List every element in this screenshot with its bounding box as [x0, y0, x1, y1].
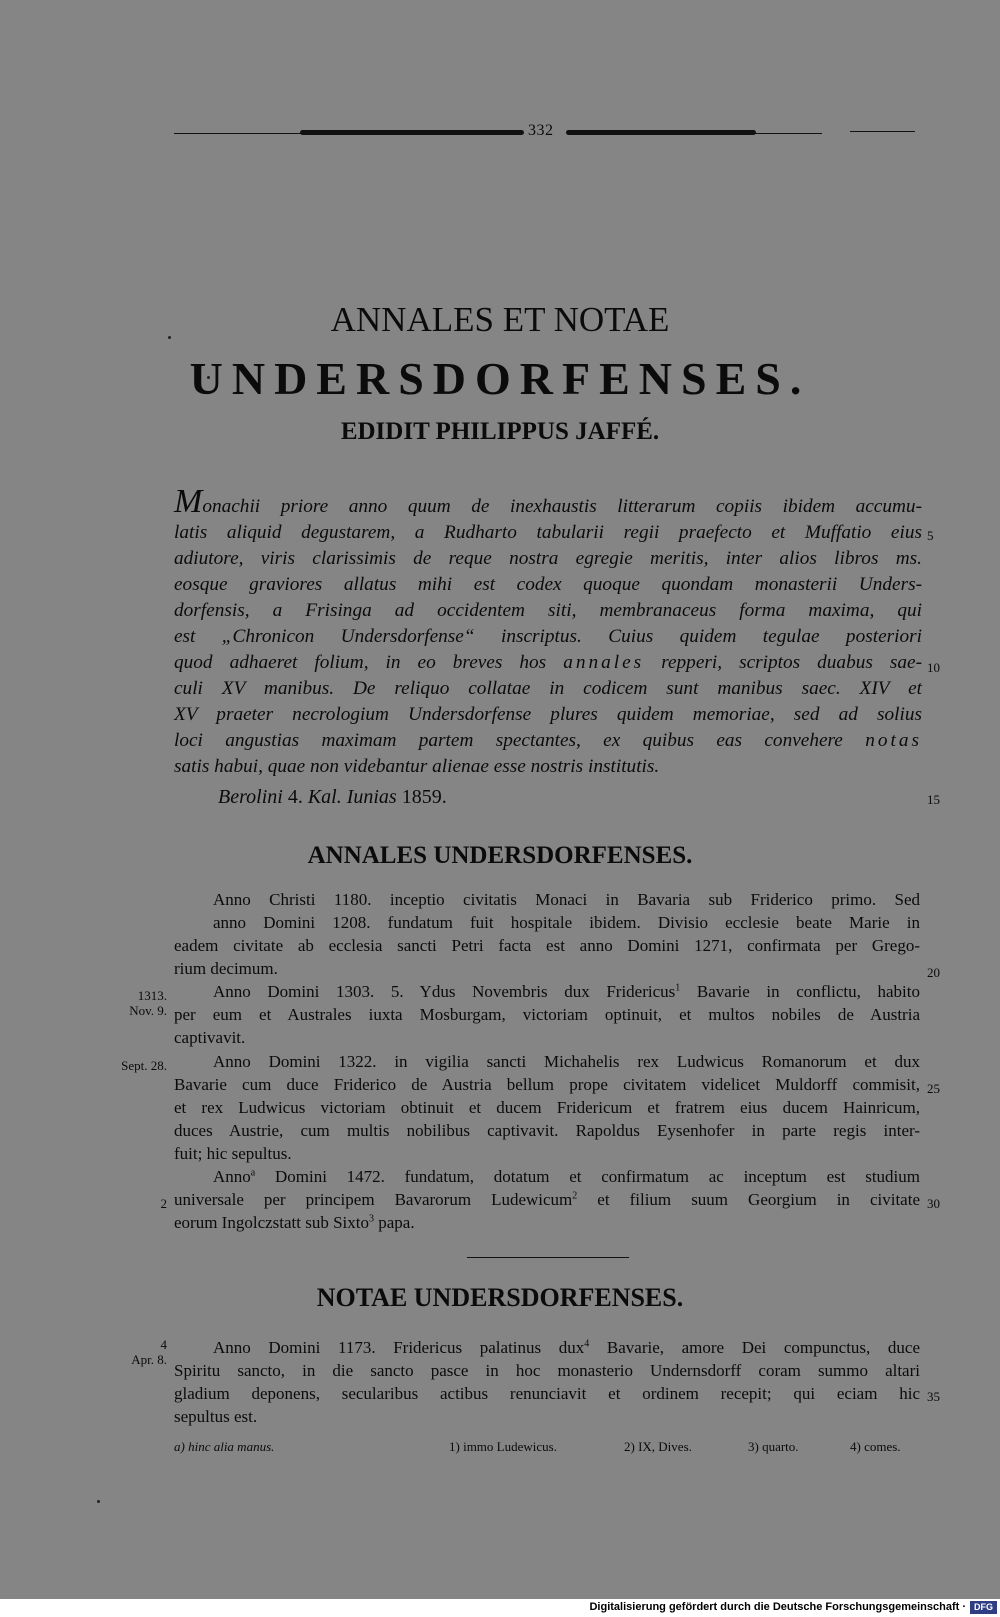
editor-line: EDIDIT PHILIPPUS JAFFÉ.: [340, 418, 660, 445]
annales-line: Anno Domini 1303. 5. Ydus Novembris dux Fridericus$^1$ Bavarie in conflictu, habito: [213, 982, 920, 1001]
preface-line: adiutore, viris clarissimis de reque nostra egregie meritis, inter alios libros ms.: [174, 548, 922, 569]
dfg-credit-text: Digitalisierung gefördert durch die Deutsche Forschungsgemeinschaft ·: [589, 1601, 966, 1613]
page-number: 332: [528, 122, 554, 139]
notae-line: gladium deponens, secularibus actibus renunciavit et ordinem recepit; qui eciam hic: [174, 1384, 920, 1403]
margin-note: 4 Apr. 8.: [131, 1337, 167, 1367]
line-number: 35: [927, 1389, 940, 1404]
annales-line: Anno Christi 1180. inceptio civitatis Monaci in Bavaria sub Friderico primo. Sed: [213, 890, 920, 909]
dfg-logo: DFG: [970, 1601, 997, 1614]
margin-note: Sept. 28.: [121, 1058, 167, 1073]
preface-line: culi XV manibus. De reliquo collatae in codicem sunt manibus saec. XIV et: [174, 678, 922, 699]
annales-line: captivavit.: [174, 1028, 246, 1047]
preface-line: quod adhaeret folium, in eo breves hos annales repperi, scriptos duabus sae-: [174, 652, 922, 673]
footnote: 4) comes.: [850, 1439, 901, 1454]
line-number: 20: [927, 965, 940, 980]
spaced-word: annales: [563, 652, 645, 673]
line-number: 25: [927, 1081, 940, 1096]
notae-line: Anno Domini 1173. Fridericus palatinus dux$^4$ Bavarie, amore Dei compunctus, duce: [213, 1338, 920, 1357]
annales-line: Anno Domini 1322. in vigilia sancti Michahelis rex Ludwicus Romanorum et dux: [213, 1052, 920, 1071]
preface-line: satis habui, quae non videbantur alienae esse nostris institutis.: [174, 756, 660, 777]
preface-line: Monachii priore anno quum de inexhaustis litterarum copiis ibidem accumu-: [174, 483, 922, 520]
annales-line: anno Domini 1208. fundatum fuit hospitale ibidem. Divisio ecclesie beate Marie in: [213, 913, 920, 932]
preface-initial: M: [174, 483, 203, 520]
preface-date: Berolini 4. Kal. Iunias 1859.: [218, 786, 447, 808]
notae-line: sepultus est.: [174, 1407, 258, 1426]
speck: [97, 1500, 100, 1503]
header-bar-left: [300, 130, 524, 135]
footnote: a) hinc alia manus.: [174, 1439, 275, 1454]
line-number: 30: [927, 1196, 940, 1211]
notae-line: Spiritu sancto, in die sancto pasce in hoc monasterio Undernsdorff coram summo altari: [174, 1361, 920, 1380]
annales-line: duces Austrie, cum multis nobilibus captivavit. Rapoldus Eysenhofer in parte regis inter-: [174, 1121, 920, 1140]
annales-line: Anno$^a$ Domini 1472. fundatum, dotatum et confirmatum ac inceptum est studium: [213, 1167, 920, 1186]
footnote: 1) immo Ludewicus.: [449, 1439, 557, 1454]
preface-line: dorfensis, a Frisinga ad occidentem siti, membranaceus forma maxima, qui: [174, 600, 922, 621]
dfg-footer: [0, 1599, 1000, 1617]
margin-note: 1313. Nov. 9.: [129, 988, 167, 1018]
annales-line: rium decimum.: [174, 959, 278, 978]
header-rule-right: [740, 133, 822, 134]
annales-line: Bavarie cum duce Friderico de Austria bellum prope civitatem videlicet Muldorff commisit,: [174, 1075, 920, 1094]
spaced-word: notas: [865, 730, 922, 751]
annales-line: per eum et Australes iuxta Mosburgam, victoriam optinuit, et multos nobiles de Austria: [174, 1005, 920, 1024]
footnote: 3) quarto.: [748, 1439, 799, 1454]
preface-line: eosque graviores allatus mihi est codex quoque quondam monasterii Unders-: [174, 574, 922, 595]
margin-note: 2: [160, 1196, 167, 1211]
annales-line: eadem civitate ab ecclesia sancti Petri facta est anno Domini 1271, confirmata per Grego-: [174, 936, 920, 955]
header-bar-right: [566, 130, 756, 135]
preface-line: loci angustias maximam partem spectantes, ex quibus eas convehere notas: [174, 730, 922, 751]
preface-line: latis aliquid degustarem, a Rudharto tabularii regii praefecto et Muffatio eius: [174, 522, 922, 543]
line-number: 15: [927, 792, 940, 807]
title-line-2: UNDERSDORFENSES.: [189, 353, 811, 404]
section-divider: [467, 1257, 629, 1258]
line-number: 5: [927, 528, 934, 543]
line-number: 10: [927, 660, 940, 675]
header-rule-far-right: [850, 131, 915, 132]
preface: [174, 483, 922, 780]
preface-line: XV praeter necrologium Undersdorfense plures quidem memoriae, sed ad solius: [174, 704, 922, 725]
footnote: 2) IX, Dives.: [624, 1439, 692, 1454]
preface-line: est „Chronicon Undersdorfense“ inscriptus. Cuius quidem tegulae posteriori: [174, 626, 922, 647]
title-line-1: ANNALES ET NOTAE: [330, 300, 670, 339]
annales-line: et rex Ludwicus victoriam obtinuit et ducem Fridericum et fratrem eius ducem Hainricum,: [174, 1098, 920, 1117]
annales-line: universale per principem Bavarorum Ludewicum$^2$ et filium suum Georgium in civitate: [174, 1190, 920, 1209]
annales-line: eorum Ingolczstatt sub Sixto$^3$ papa.: [174, 1213, 415, 1232]
annales-line: fuit; hic sepultus.: [174, 1144, 292, 1163]
notae-heading: NOTAE UNDERSDORFENSES.: [316, 1283, 684, 1312]
annales-heading: ANNALES UNDERSDORFENSES.: [307, 842, 693, 869]
